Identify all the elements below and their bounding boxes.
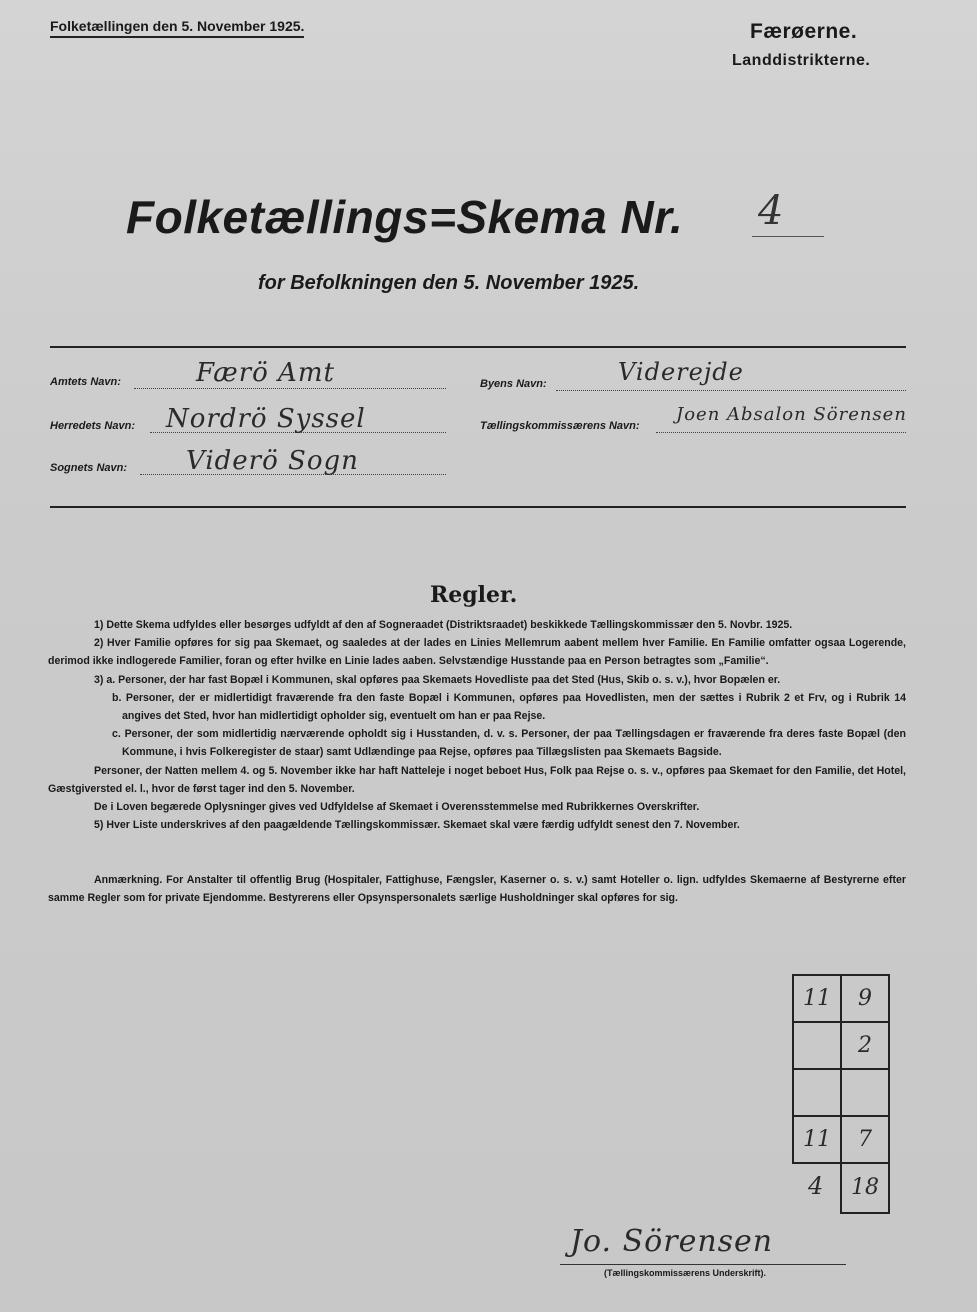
amt-label: Amtets Navn:	[50, 376, 121, 388]
rule-3d: Personer, der Natten mellem 4. og 5. November ikke har haft Natteleje i noget beboet Hus, Folk paa Rejse o. s. v., opføres paa Skemaet for den Familie, det Hotel, Gæstgiversted el. l., hvor de først tager ind den 5. November.	[48, 764, 906, 795]
by-label: Byens Navn:	[480, 378, 547, 390]
kommissaer-value-handwritten: Joen Absalon Sörensen	[676, 404, 907, 425]
kommissaer-label: Tællingskommissærens Navn:	[480, 420, 640, 432]
sogn-value-handwritten: Viderö Sogn	[186, 446, 359, 476]
herred-label: Herredets Navn:	[50, 420, 135, 432]
divider-top	[50, 346, 906, 348]
district-label: Landdistrikterne.	[732, 52, 871, 69]
rule-5: 5) Hver Liste underskrives af den paagældende Tællingskommissær. Skemaet skal være færdig udfyldt senest den 7. November.	[94, 819, 740, 832]
tally-table	[792, 974, 890, 1164]
tally-cell	[841, 1069, 889, 1116]
tally-row	[793, 975, 889, 1022]
tally-cell: 7	[841, 1116, 889, 1163]
rules-body	[48, 616, 906, 834]
amt-field-line	[134, 388, 446, 389]
by-value-handwritten: Viderejde	[618, 358, 744, 386]
tally-row	[793, 1069, 889, 1116]
tally-row	[793, 1022, 889, 1069]
signature-caption: (Tællingskommissærens Underskrift).	[604, 1268, 767, 1278]
form-number-handwritten: 4	[758, 188, 784, 234]
rule-3c: c. Personer, der som midlertidig nærværende opholdt sig i Husstanden, d. v. s. Personer, der paa Tællingsdagen er fraværende fra deres faste Bopæl (den Kommune, i hvis Folkeregister de staar) samt Udlændinge paa Rejse, opføres paa Tillægslisten paa Skemaets Bagside.	[112, 728, 906, 759]
tally-cell	[793, 1069, 841, 1116]
rule-3a: 3) a. Personer, der har fast Bopæl i Kommunen, skal opføres paa Skemaets Hovedliste paa det Sted (Hus, Skib o. s. v.), hvor Bopælen er.	[94, 673, 781, 686]
tally-total-right: 18	[840, 1162, 890, 1214]
divider-bottom	[50, 506, 906, 508]
tally-cell: 9	[841, 975, 889, 1022]
signature-handwritten: Jo. Sörensen	[570, 1224, 774, 1259]
region-label: Færøerne.	[750, 20, 858, 43]
rule-3b: b. Personer, der er midlertidigt fraværende fra den faste Bopæl i Kommunen, opføres paa Hovedlisten, men der sættes i Rubrik 2 et Frv, og i Rubrik 14 angives det Sted, hvor han midlertidigt opholder sig, eventuelt om han er paa Rejse.	[112, 691, 906, 723]
census-date-line: Folketællingen den 5. November 1925.	[50, 18, 304, 38]
tally-row	[793, 1116, 889, 1163]
rule-2: 2) Hver Familie opføres for sig paa Skemaet, og saaledes at der lades en Linies Mellemrum aabent mellem hver Familie. En Familie omfatter ogsaa Logerende, derimod ikke indlogerede Familier, foran og efter hvilke en Linie lades aaben. Selvstændige Husstande paa en Person betragtes som „Familie“.	[48, 637, 906, 668]
remark-text: Anmærkning. For Anstalter til offentlig Brug (Hospitaler, Fattighuse, Fængsler, Kaserner o. s. v.) samt Hoteller o. lign. udfyldes Skemaerne af Bestyrerne efter samme Regler som for private Ejendomme. Bestyrerens eller Opsynspersonalets særlige Husholdninger skal opføres for sig.	[48, 874, 906, 905]
form-subtitle: for Befolkningen den 5. November 1925.	[258, 272, 640, 294]
sogn-label: Sognets Navn:	[50, 462, 128, 474]
form-title: Folketællings=Skema Nr.	[126, 191, 684, 243]
form-number-underline	[752, 236, 824, 237]
herred-value-handwritten: Nordrö Syssel	[166, 404, 366, 434]
tally-cell: 11	[793, 975, 841, 1022]
tally-cell: 11	[793, 1116, 841, 1163]
remark-note	[48, 871, 906, 907]
tally-cell	[793, 1022, 841, 1069]
kommissaer-field-line	[656, 432, 906, 433]
signature-line	[560, 1264, 846, 1265]
rule-4: De i Loven begærede Oplysninger gives ved Udfyldelse af Skemaet i Overensstemmelse med Rubrikkernes Overskrifter.	[94, 801, 700, 814]
tally-cell: 2	[841, 1022, 889, 1069]
rule-1: 1) Dette Skema udfyldes eller besørges udfyldt af den af Sogneraadet (Distriktsraadet) beskikkede Tællingskommissær den 5. Novbr. 1925.	[94, 619, 793, 631]
tally-total-left: 4	[808, 1172, 824, 1200]
rules-heading: Regler.	[430, 582, 518, 608]
amt-value-handwritten: Færö Amt	[196, 358, 335, 388]
by-field-line	[556, 390, 906, 391]
